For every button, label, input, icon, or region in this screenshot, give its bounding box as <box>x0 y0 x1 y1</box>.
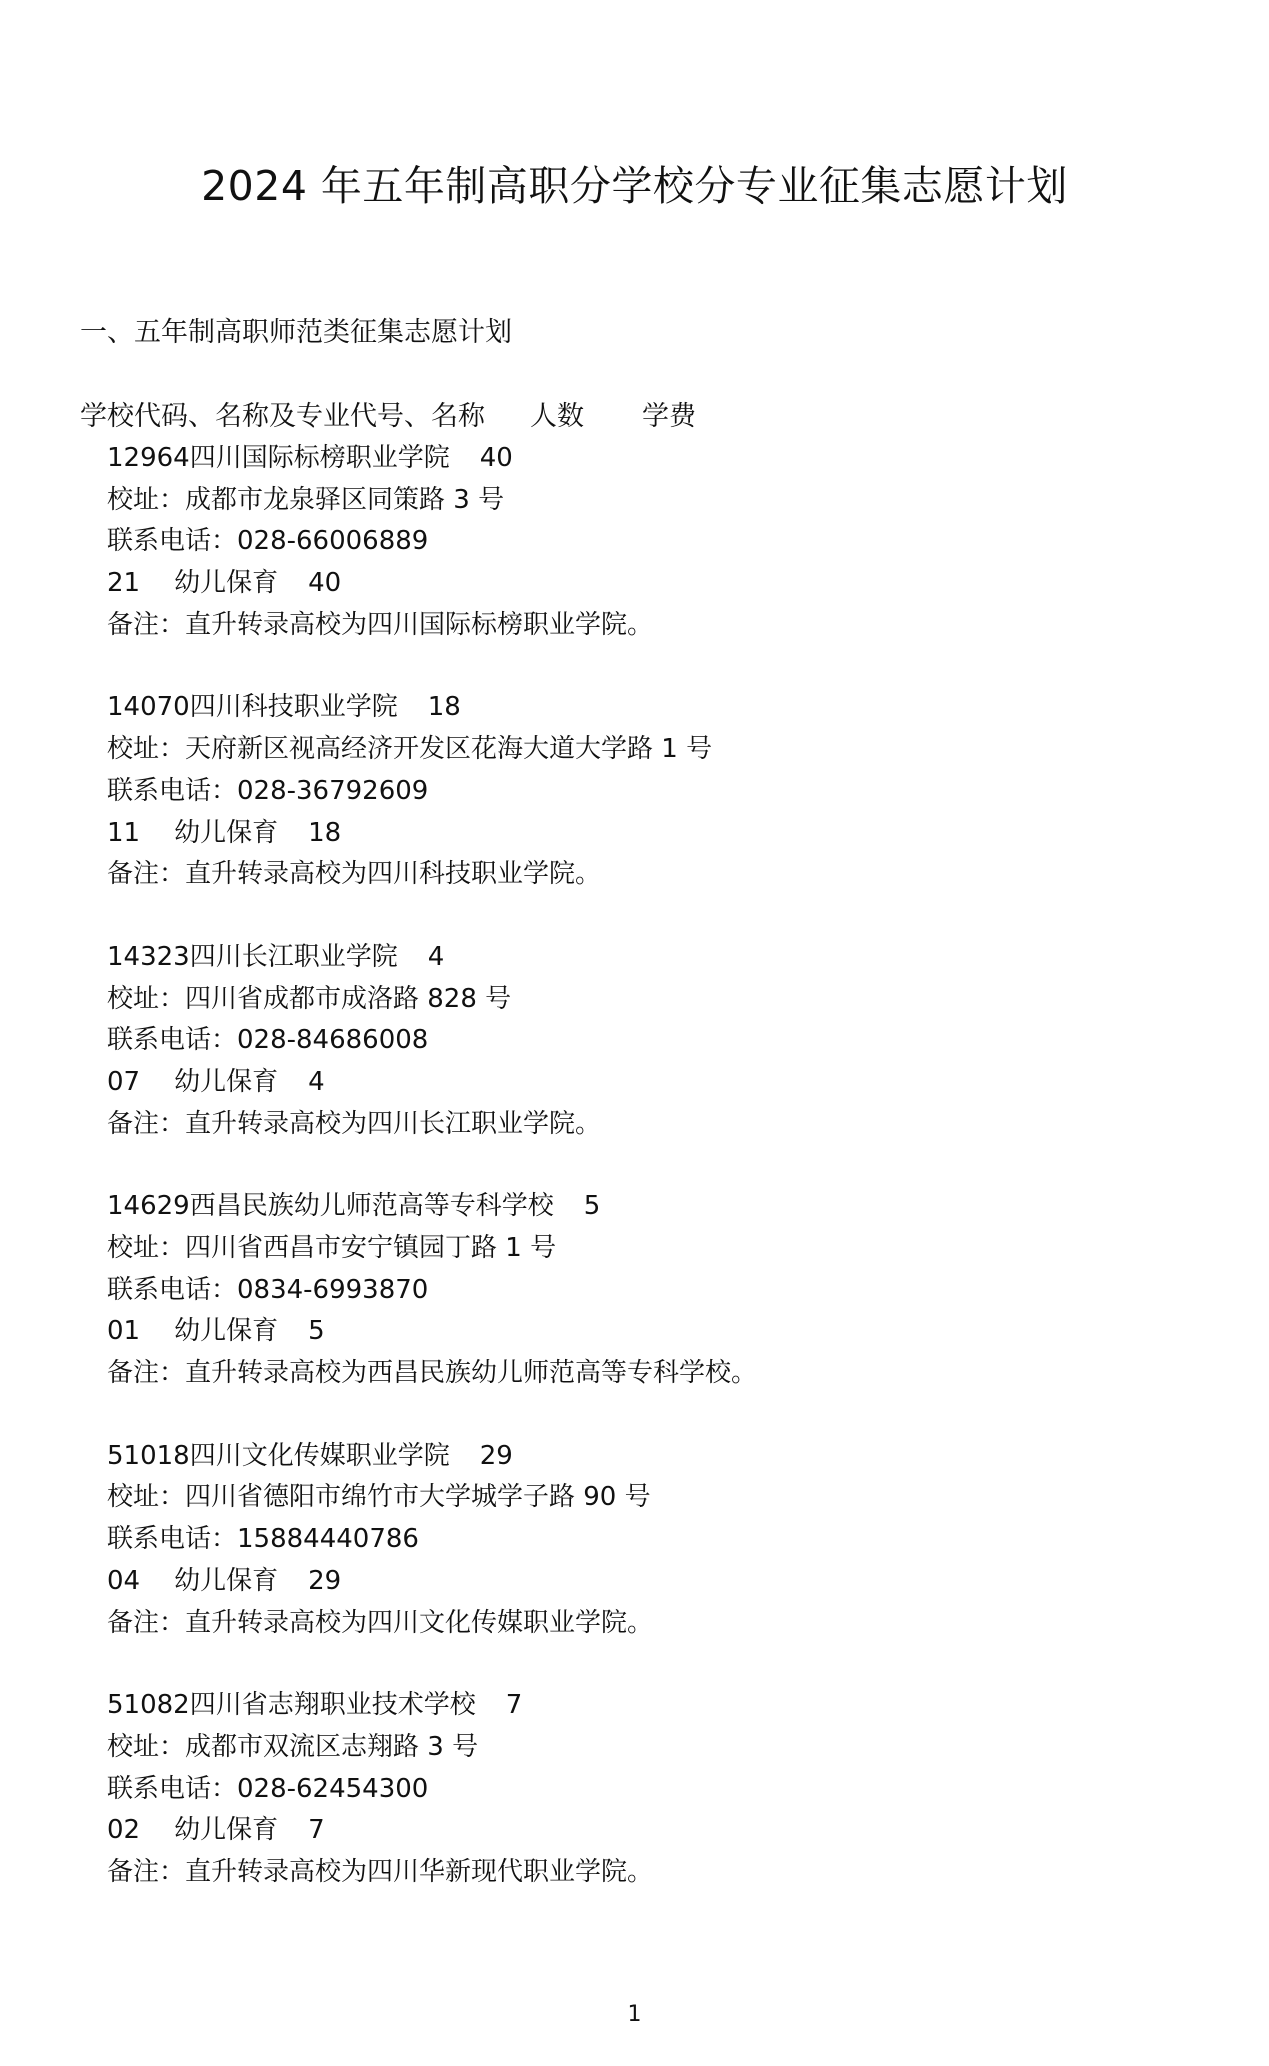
major-code: 04 <box>107 1565 141 1596</box>
major-count: 5 <box>308 1316 325 1347</box>
major-code: 07 <box>107 1066 141 1097</box>
school-note: 备注：直升转录高校为四川文化传媒职业学院。 <box>107 1607 654 1638</box>
school-address: 校址：成都市龙泉驿区同策路 3 号 <box>107 484 505 515</box>
major-line <box>107 1311 1227 1353</box>
school-header-line <box>107 937 1227 979</box>
school-code: 51018 <box>107 1440 190 1471</box>
school-entry <box>107 937 1227 1145</box>
school-count: 40 <box>479 443 513 473</box>
school-name: 四川长江职业学院 <box>189 941 398 972</box>
page-title: 2024 年五年制高职分学校分专业征集志愿计划 <box>201 162 1068 210</box>
school-phone: 联系电话：028-66006889 <box>107 526 429 557</box>
page-number: 1 <box>627 2002 642 2027</box>
major-line <box>107 563 1227 605</box>
school-phone: 联系电话：028-62454300 <box>107 1773 429 1804</box>
school-name: 四川科技职业学院 <box>189 692 398 723</box>
school-note: 备注：直升转录高校为四川华新现代职业学院。 <box>107 1856 654 1887</box>
table-header-school-major: 学校代码、名称及专业代号、名称 <box>80 401 485 432</box>
school-name: 西昌民族幼儿师范高等专科学校 <box>189 1191 554 1222</box>
school-address: 校址：天府新区视高经济开发区花海大道大学路 1 号 <box>107 734 713 765</box>
school-header-line <box>107 1186 1227 1228</box>
major-code: 02 <box>107 1815 141 1846</box>
school-code: 51082 <box>107 1690 190 1721</box>
school-count: 7 <box>505 1690 523 1721</box>
school-phone: 联系电话：15884440786 <box>107 1524 419 1555</box>
major-name: 幼儿保育 <box>174 1565 279 1596</box>
major-code: 11 <box>107 817 141 848</box>
school-name: 四川文化传媒职业学院 <box>189 1440 450 1471</box>
school-count: 5 <box>583 1191 601 1222</box>
major-name: 幼儿保育 <box>174 817 279 848</box>
school-header-line <box>107 1685 1227 1727</box>
school-name: 四川省志翔职业技术学校 <box>189 1690 476 1721</box>
school-address: 校址：四川省德阳市绵竹市大学城学子路 90 号 <box>107 1482 651 1513</box>
school-code: 14070 <box>107 692 190 723</box>
major-code: 21 <box>107 568 141 599</box>
major-line <box>107 1561 1227 1603</box>
major-line <box>107 1810 1227 1852</box>
school-note: 备注：直升转录高校为四川科技职业学院。 <box>107 859 602 890</box>
major-count: 29 <box>308 1565 342 1596</box>
major-count: 18 <box>308 817 342 848</box>
school-count: 18 <box>427 692 461 723</box>
school-header-line <box>107 1436 1227 1478</box>
school-entry <box>107 1685 1227 1893</box>
major-name: 幼儿保育 <box>174 1066 279 1097</box>
major-line <box>107 1062 1227 1104</box>
school-code: 14323 <box>107 941 190 972</box>
school-entry <box>107 1436 1227 1644</box>
school-address: 校址：四川省西昌市安宁镇园丁路 1 号 <box>107 1233 557 1263</box>
school-header-line <box>107 438 1227 480</box>
school-note: 备注：直升转录高校为四川长江职业学院。 <box>107 1108 602 1139</box>
school-entry <box>107 438 1227 646</box>
major-count: 7 <box>308 1815 325 1846</box>
major-count: 40 <box>308 568 342 599</box>
school-count: 29 <box>479 1440 513 1471</box>
major-count: 4 <box>308 1066 325 1097</box>
table-header-count: 人数 <box>530 401 584 432</box>
school-name: 四川国际标榜职业学院 <box>189 443 450 473</box>
school-address: 校址：成都市双流区志翔路 3 号 <box>107 1731 479 1762</box>
table-header-tuition: 学费 <box>642 401 696 432</box>
school-header-line <box>107 687 1227 729</box>
major-name: 幼儿保育 <box>174 568 279 599</box>
school-code: 12964 <box>107 443 190 473</box>
school-list <box>107 438 1227 1935</box>
table-header <box>80 397 696 437</box>
school-code: 14629 <box>107 1191 190 1222</box>
school-address: 校址：四川省成都市成洛路 828 号 <box>107 983 512 1014</box>
school-phone: 联系电话：028-84686008 <box>107 1025 429 1056</box>
school-phone: 联系电话：028-36792609 <box>107 775 429 806</box>
school-note: 备注：直升转录高校为西昌民族幼儿师范高等专科学校。 <box>107 1358 758 1389</box>
school-entry <box>107 1186 1227 1394</box>
school-count: 4 <box>427 941 445 972</box>
section-heading: 一、五年制高职师范类征集志愿计划 <box>80 317 512 348</box>
school-note: 备注：直升转录高校为四川国际标榜职业学院。 <box>107 609 654 640</box>
major-name: 幼儿保育 <box>174 1316 279 1347</box>
school-phone: 联系电话：0834-6993870 <box>107 1274 429 1305</box>
major-code: 01 <box>107 1316 141 1347</box>
school-entry <box>107 687 1227 895</box>
major-name: 幼儿保育 <box>174 1815 279 1846</box>
major-line <box>107 813 1227 855</box>
